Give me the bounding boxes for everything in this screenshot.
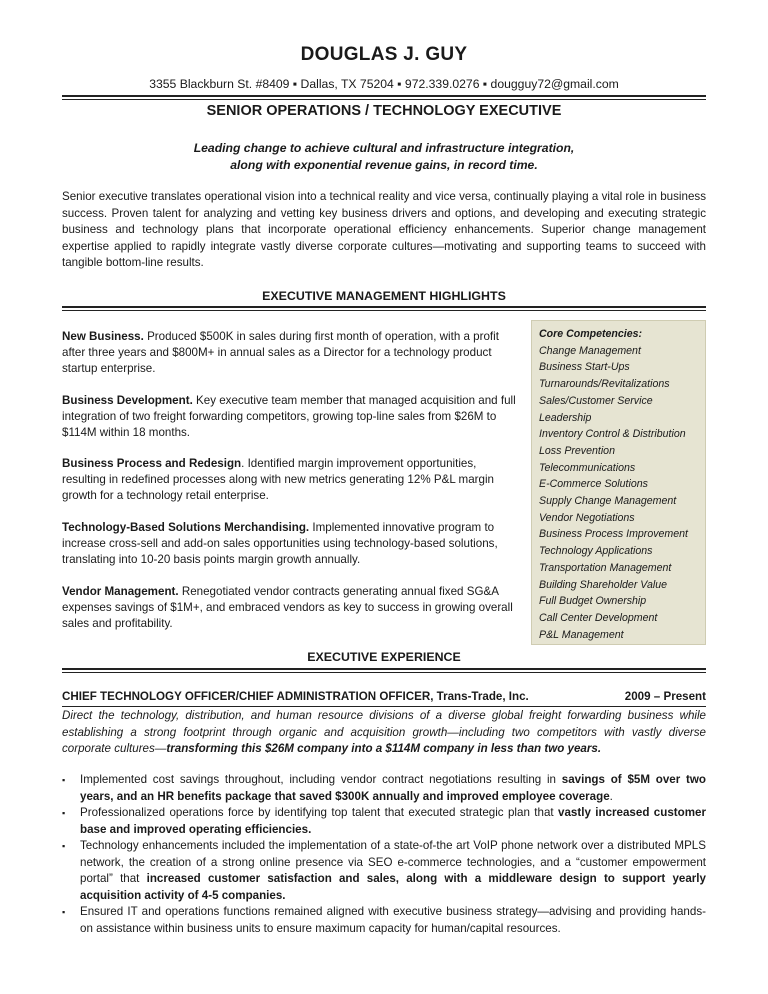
competency-item: Call Center Development	[539, 611, 658, 624]
contact-line: 3355 Blackburn St. #8409 ▪ Dallas, TX 75204 ▪ 972.339.0276 ▪ dougguy72@gmail.com	[149, 77, 619, 91]
competency-item: E-Commerce Solutions	[539, 478, 648, 491]
competency-item: Technology Applications	[539, 545, 653, 558]
highlight-text: Renegotiated vendor contracts generating annual fixed SG&A expenses savings of $1M+, and embraced vendors as key to success in growing overall sales and profitability.	[62, 584, 513, 630]
highlights-list	[62, 329, 522, 648]
square-bullet-icon: ▪	[62, 808, 66, 818]
square-bullet-icon: ▪	[62, 907, 66, 917]
highlight-item	[62, 456, 522, 504]
summary-paragraph: Senior executive translates operational vision into a technical reality and vice versa, continually playing a vital role in business success. Proven talent for analyzing and vetting key business drivers and options, and developing and executing strategic business and technology plans that incorporate operational efficiency enhancements. Superior change management expertise applied to rapidly integrate vastly diverse corporate cultures—motivating and supporting teams to succeed with tangible bottom-line results.	[62, 190, 706, 269]
header-divider	[62, 95, 706, 97]
competency-item: Loss Prevention	[539, 444, 615, 457]
tagline	[0, 140, 768, 174]
highlight-text: . Identified margin improvement opportunities, resulting in redefined processes along with new metrics generating 12% P&L margin growth for a technology retail enterprise.	[62, 457, 494, 503]
competency-item: Business Process Improvement	[539, 528, 688, 541]
highlight-text: Produced $500K in sales during first month of operation, with a profit after three years and $800M+ in annual sales as a Director for a technology product startup enterprise.	[62, 330, 499, 375]
highlight-title: Vendor Management.	[62, 584, 179, 598]
experience-heading: EXECUTIVE EXPERIENCE	[307, 650, 461, 664]
bullet-text: Ensured IT and operations functions remained aligned with executive business strategy—advising and providing hands-on assistance within business units to ensure maximum capacity for human/capital resources.	[80, 905, 706, 935]
bullet-bold: vastly increased customer base and improved operating efficiencies.	[80, 806, 706, 836]
achievement-list	[62, 772, 706, 937]
competency-item: Sales/Customer Service	[539, 394, 653, 407]
bullet-text: Technology enhancements included the implementation of a state-of-the art VoIP phone network over a distributed MPLS network, the creation of a strong online presence via SEO e-commerce technologies, and a “customer empowerment portal” that	[80, 839, 706, 885]
competency-item: Full Budget Ownership	[539, 595, 647, 608]
highlight-text: Implemented innovative program to increase cross-sell and add-on sales opportunities using technology-based solutions, translating into 10-20 basis points margin growth annually.	[62, 521, 498, 566]
professional-title: SENIOR OPERATIONS / TECHNOLOGY EXECUTIVE	[206, 103, 562, 119]
competency-item: P&L Management	[539, 628, 624, 641]
candidate-name: DOUGLAS J. GUY	[300, 44, 468, 65]
highlight-title: Business Development.	[62, 393, 193, 407]
experience-divider	[62, 668, 706, 670]
job-title: CHIEF TECHNOLOGY OFFICER/CHIEF ADMINISTRATION OFFICER, Trans-Trade, Inc.	[62, 690, 529, 703]
job-description-text: Direct the technology, distribution, and human resource divisions of a diverse global freight forwarding business while establishing a strong footprint through organic and acquisition growth—including two competitors with vastly diverse corporate cultures—	[62, 709, 706, 755]
list-item	[62, 805, 706, 838]
highlight-title: Business Process and Redesign	[62, 457, 242, 471]
core-competencies-box	[531, 320, 706, 645]
competency-item: Inventory Control & Distribution	[539, 428, 686, 441]
highlight-title: New Business.	[62, 330, 144, 343]
highlight-item	[62, 584, 522, 632]
highlight-item	[62, 520, 522, 568]
bullet-text: Professionalized operations force by identifying top talent that executed strategic plan that	[80, 806, 559, 819]
bullet-tail: .	[609, 789, 613, 803]
highlight-text: Key executive team member that managed acquisition and full integration of two freight forwarding competitors, growing top-line sales from $26M to $114M within 18 months.	[62, 393, 516, 439]
tagline-line-1: Leading change to achieve cultural and infrastructure integration,	[193, 141, 575, 155]
competencies-title: Core Competencies:	[539, 328, 643, 340]
list-item	[62, 838, 706, 904]
competency-item: Leadership	[539, 411, 592, 424]
square-bullet-icon: ▪	[62, 775, 66, 785]
bullet-bold: increased customer satisfaction and sales, along with a middleware design to support yearly acquisition activity of 4-5 companies.	[80, 872, 706, 902]
highlight-title: Technology-Based Solutions Merchandising.	[62, 521, 310, 535]
square-bullet-icon: ▪	[62, 841, 66, 851]
bullet-bold: savings of $5M over two years, and an HR benefits package that saved $300K annually and improved employee coverage	[80, 773, 706, 803]
highlight-item	[62, 393, 522, 441]
tagline-line-2: along with exponential revenue gains, in record time.	[230, 158, 538, 172]
competency-item: Vendor Negotiations	[539, 511, 635, 524]
header-divider-thin	[62, 99, 706, 100]
competency-item: Telecommunications	[539, 461, 636, 474]
competency-item: Transportation Management	[539, 561, 672, 574]
highlight-item	[62, 329, 522, 377]
job-dates: 2009 – Present	[624, 690, 706, 703]
bullet-text: Implemented cost savings throughout, including vendor contract negotiations resulting in	[80, 773, 562, 786]
highlights-divider	[62, 306, 706, 308]
competency-item: Business Start-Ups	[539, 361, 630, 374]
competency-item: Building Shareholder Value	[539, 578, 667, 591]
list-item	[62, 772, 706, 805]
list-item	[62, 904, 706, 937]
experience-divider-thin	[62, 672, 706, 673]
highlights-divider-thin	[62, 310, 706, 311]
competency-item: Change Management	[539, 344, 641, 357]
job-description	[62, 708, 706, 758]
job-description-highlight: transforming this $26M company into a $114M company in less than two years.	[166, 742, 602, 755]
competency-item: Turnarounds/Revitalizations	[539, 378, 670, 391]
job-header	[62, 690, 706, 703]
highlights-heading: EXECUTIVE MANAGEMENT HIGHLIGHTS	[262, 289, 506, 303]
job-divider	[62, 706, 706, 707]
competency-item: Supply Change Management	[539, 495, 677, 508]
